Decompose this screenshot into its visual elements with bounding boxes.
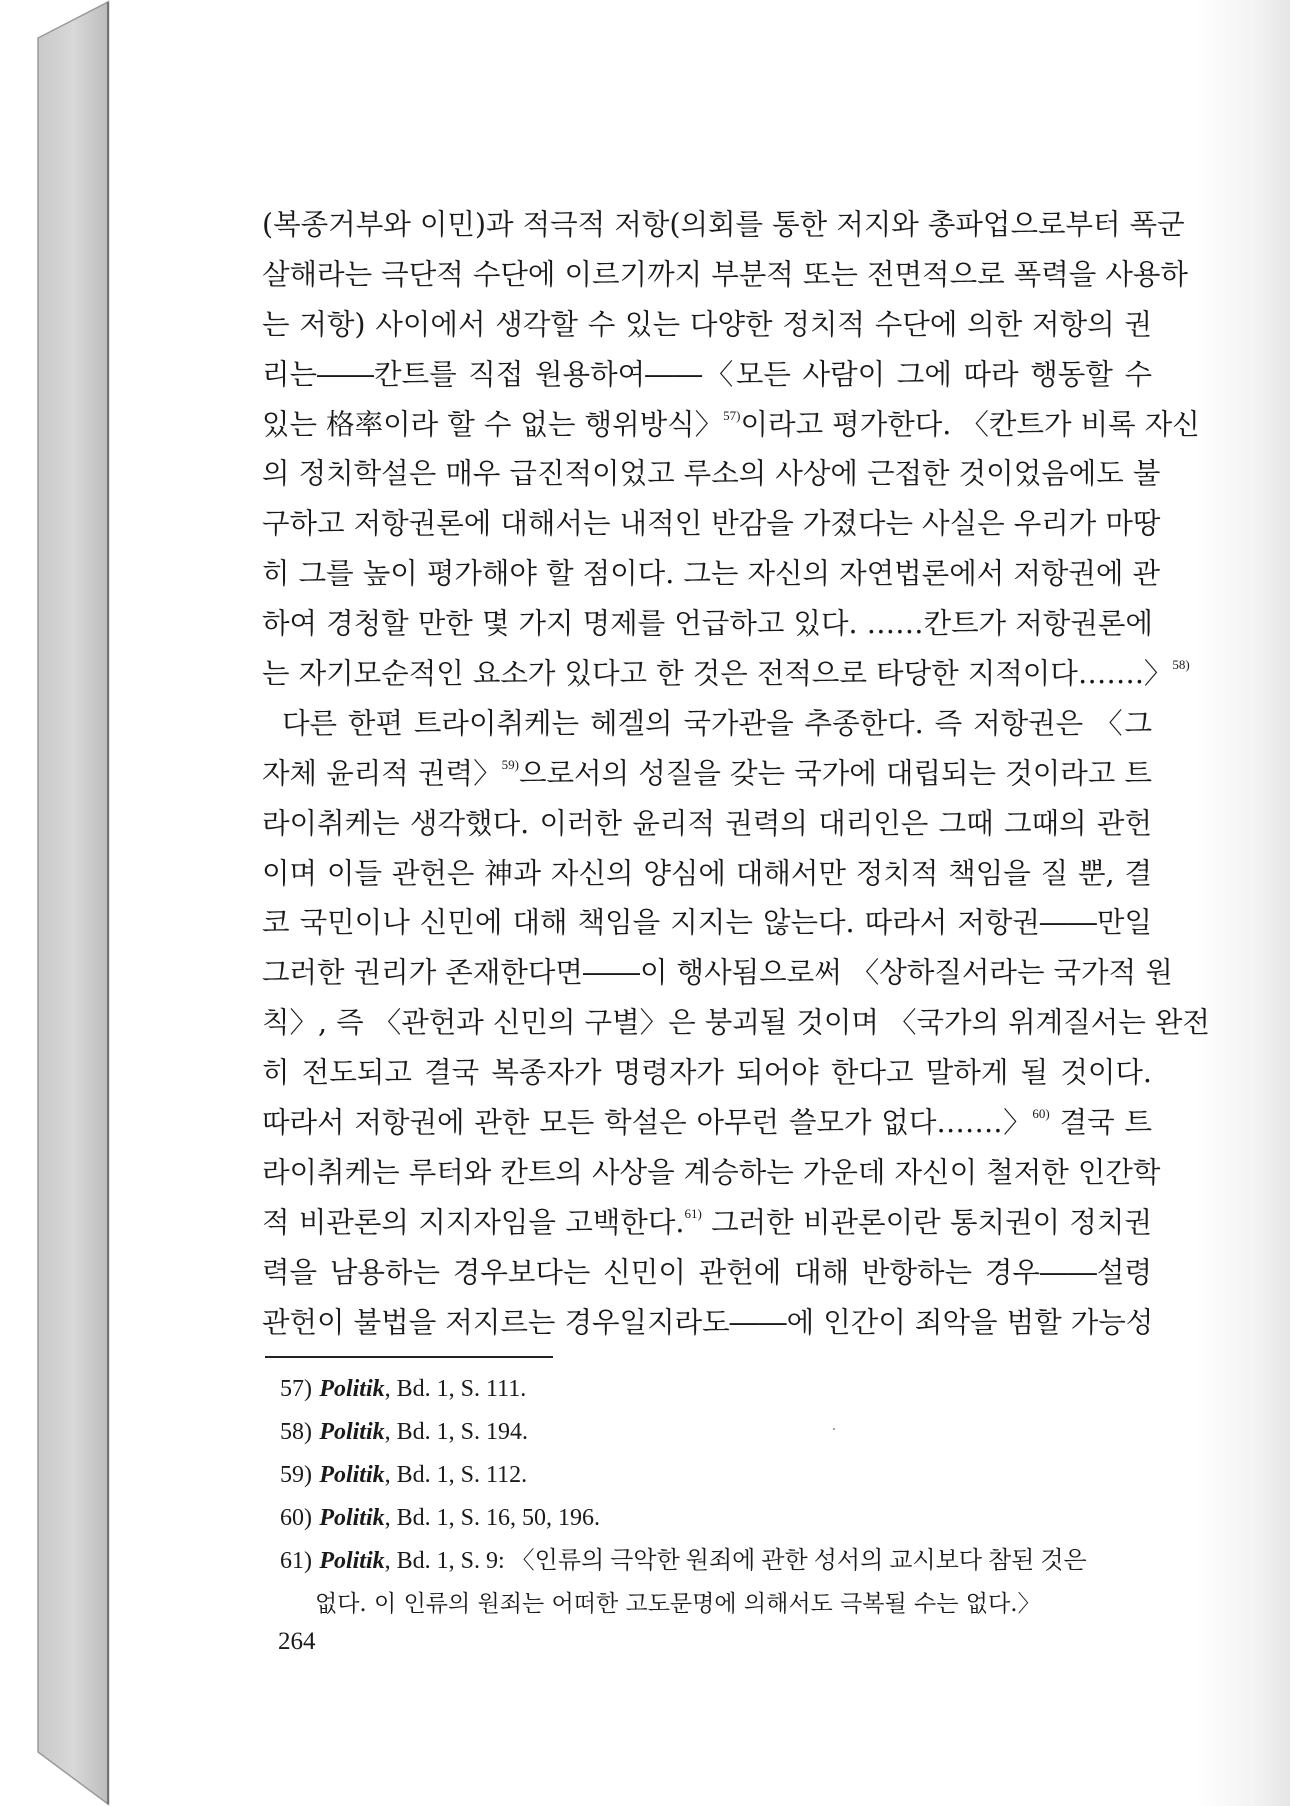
footnote-work-title: Politik xyxy=(319,1419,385,1445)
text-line xyxy=(262,1248,1152,1298)
text-line xyxy=(262,849,1152,899)
footnote-citation: , Bd. 1, S. 194. xyxy=(384,1419,529,1445)
text-line xyxy=(262,799,1152,849)
footnote-work-title: Politik xyxy=(319,1462,385,1488)
text-line xyxy=(262,649,1190,699)
footnote-reference: 57) xyxy=(723,407,741,423)
footnote-work-title: Politik xyxy=(319,1548,385,1574)
text-line-content: 칙〉, 즉 〈관헌과 신민의 구별〉은 붕괴될 것이며 〈국가의 위계질서는 완전 xyxy=(262,1006,1210,1040)
text-line-content: 히 전도되고 결국 복종자가 명령자가 되어야 한다고 말하게 될 것이다. xyxy=(262,1056,1152,1090)
text-line-content: 리는――칸트를 직접 원용하여――〈모든 사람이 그에 따라 행동할 수 xyxy=(262,357,1152,391)
text-line xyxy=(262,549,1161,599)
text-line-content: 그러한 권리가 존재한다면――이 행사됨으로써 〈상하질서라는 국가적 원 xyxy=(262,956,1173,990)
footnote-work-title: Politik xyxy=(319,1376,385,1402)
text-line-content: 력을 남용하는 경우보다는 신민이 관헌에 대해 반항하는 경우――설령 xyxy=(262,1255,1152,1289)
text-line xyxy=(262,1048,1152,1098)
footnote-continuation: 없다. 이 인류의 원죄는 어떠한 고도문명에 의해서도 극복될 수는 없다.〉 xyxy=(315,1591,1041,1617)
text-line-content: 살해라는 극단적 수단에 이르기까지 부분적 또는 전면적으로 폭력을 사용하 xyxy=(262,257,1188,291)
text-line-content: 관헌이 불법을 저지르는 경우일지라도――에 인간이 죄악을 범할 가능성 xyxy=(262,1305,1154,1339)
footnote-number: 58) xyxy=(280,1419,312,1445)
text-line-content: 는 자기모순적인 요소가 있다고 한 것은 전적으로 타당한 지적이다…….〉 xyxy=(262,657,1173,691)
text-line-content: 라이취케는 루터와 칸트의 사상을 계승하는 가운데 자신이 철저한 인간학 xyxy=(262,1155,1161,1189)
text-line-content: 있는 格率이라 할 수 없는 행위방식〉 xyxy=(262,407,724,441)
text-line-content: 의 정치학설은 매우 급진적이었고 루소의 사상에 근접한 것이었음에도 불 xyxy=(262,457,1161,491)
text-line-content: 따라서 저항권에 관한 모든 학설은 아무런 쓸모가 없다…….〉 xyxy=(262,1106,1033,1140)
text-line-content: 코 국민이나 신민에 대해 책임을 지지는 않는다. 따라서 저항권――만일 xyxy=(262,906,1152,940)
text-line-continuation: 으로서의 성질을 갖는 국가에 대립되는 것이라고 트 xyxy=(519,756,1152,790)
text-line-continuation: 그러한 비관론이란 통치권이 정치권 xyxy=(701,1205,1152,1239)
text-line-content: 히 그를 높이 평가해야 할 점이다. 그는 자신의 자연법론에서 저항권에 관 xyxy=(262,557,1161,591)
text-line-content: 하여 경청할 만한 몇 가지 명제를 언급하고 있다. ……칸트가 저항권론에 xyxy=(262,607,1153,641)
text-line xyxy=(262,200,1185,250)
text-line-content: 다른 한편 트라이취케는 헤겔의 국가관을 추종한다. 즉 저항권은 〈그 xyxy=(281,706,1152,740)
footnote-divider xyxy=(265,1356,553,1358)
footnote-reference: 59) xyxy=(501,756,519,772)
text-line-content: (복종거부와 이민)과 적극적 저항(의회를 통한 저지와 총파업으로부터 폭군 xyxy=(262,208,1185,241)
text-line xyxy=(262,749,1152,799)
text-line xyxy=(262,948,1173,998)
footnote xyxy=(280,1497,1150,1540)
footnote-citation: , Bd. 1, S. 112. xyxy=(384,1462,528,1488)
footnote-reference: 61) xyxy=(684,1205,702,1221)
text-line xyxy=(262,350,1152,400)
text-line-content: 구하고 저항권론에 대해서는 내적인 반감을 가졌다는 사실은 우리가 마땅 xyxy=(262,507,1161,541)
text-line xyxy=(262,1148,1161,1198)
text-line-content: 자체 윤리적 권력〉 xyxy=(262,756,502,790)
footnote-number: 61) xyxy=(280,1548,312,1574)
text-line xyxy=(262,599,1152,649)
footnote-reference: 58) xyxy=(1172,657,1190,673)
text-line xyxy=(262,1298,1152,1348)
footnote xyxy=(280,1454,1150,1497)
text-line xyxy=(262,300,1152,350)
scan-speck xyxy=(833,1428,835,1430)
text-line-continuation: 이라고 평가한다. 〈칸트가 비록 자신 xyxy=(740,407,1200,441)
text-line-continuation: 결국 트 xyxy=(1049,1106,1152,1140)
text-line xyxy=(262,499,1161,549)
text-line xyxy=(262,250,1188,300)
footnote xyxy=(280,1540,1150,1583)
text-line xyxy=(262,1098,1152,1148)
text-line-content: 이며 이들 관헌은 神과 자신의 양심에 대해서만 정치적 책임을 질 뿐, 결 xyxy=(262,856,1152,890)
text-line xyxy=(262,998,1210,1048)
text-line-content: 는 저항) 사이에서 생각할 수 있는 다양한 정치적 수단에 의한 저항의 권 xyxy=(262,307,1152,341)
footnote-number: 59) xyxy=(280,1462,312,1488)
footnotes xyxy=(280,1368,1150,1626)
text-line-content: 적 비관론의 지지자임을 고백한다. xyxy=(262,1205,685,1239)
footnote-citation: , Bd. 1, S. 111. xyxy=(384,1376,527,1402)
text-line xyxy=(262,1198,1152,1248)
text-line xyxy=(262,400,1200,450)
text-line xyxy=(262,898,1152,948)
footnote xyxy=(280,1368,1150,1411)
footnote xyxy=(280,1411,1150,1454)
text-line xyxy=(262,449,1161,499)
footnote-number: 57) xyxy=(280,1376,312,1402)
footnote-reference: 60) xyxy=(1032,1106,1050,1122)
footnote-work-title: Politik xyxy=(319,1505,385,1531)
body-text xyxy=(262,200,1210,1347)
text-line-content: 라이취케는 생각했다. 이러한 윤리적 권력의 대리인은 그때 그때의 관헌 xyxy=(262,806,1152,840)
text-line xyxy=(262,699,1152,749)
footnote-citation: , Bd. 1, S. 9: 〈인류의 극악한 원죄에 관한 성서의 교시보다 참된 것은 xyxy=(384,1548,1087,1574)
footnote-citation: , Bd. 1, S. 16, 50, 196. xyxy=(384,1505,601,1531)
footnote-number: 60) xyxy=(280,1505,312,1531)
page-number: 264 xyxy=(278,1628,316,1655)
